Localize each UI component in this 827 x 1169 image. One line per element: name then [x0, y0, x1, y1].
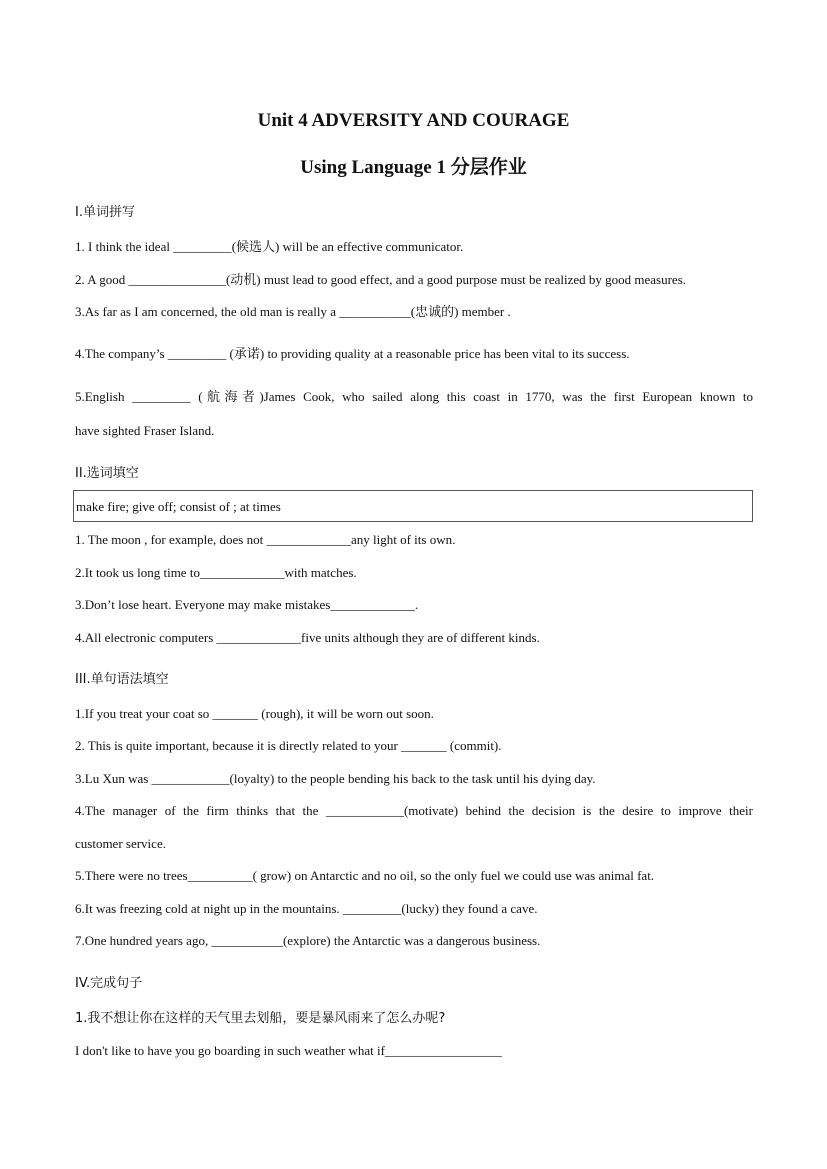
page-title: Unit 4 ADVERSITY AND COURAGE [257, 110, 570, 131]
section-2-item-1: 1. The moon , for example, does not _____________any light of its own. [75, 532, 456, 547]
section-3-item-6: 6.It was freezing cold at night up in the mountains. _________(lucky) they found a cave. [75, 901, 538, 916]
section-2-item-3: 3.Don’t lose heart. Everyone may make mistakes_____________. [75, 597, 419, 612]
section-3-heading: III.单句语法填空 [75, 672, 169, 687]
section-3-item-2: 2. This is quite important, because it is directly related to your _______ (commit). [75, 738, 502, 753]
page-subtitle: Using Language 1 分层作业 [300, 157, 527, 178]
section-4-item-1-en: I don't like to have you go boarding in such weather what if__________________ [75, 1043, 502, 1058]
word-box: make fire; give off; consist of ; at times [73, 490, 753, 522]
section-1-item-2: 2. A good _______________(动机) must lead to good effect, and a good purpose must be realized by good measures. [75, 272, 687, 287]
section-2-item-2: 2.It took us long time to_____________with matches. [75, 565, 357, 580]
section-3-item-3: 3.Lu Xun was ____________(loyalty) to the people bending his back to the task until his dying day. [75, 771, 596, 786]
section-2-item-4: 4.All electronic computers _____________five units although they are of different kinds. [75, 630, 540, 645]
section-4-heading: IV.完成句子 [75, 976, 143, 991]
section-1-heading: I.单词拼写 [75, 205, 135, 220]
section-1-item-4: 4.The company’s _________ (承诺) to providing quality at a reasonable price has been vital to its success. [75, 346, 630, 361]
section-1-item-5-cont: have sighted Fraser Island. [75, 423, 215, 438]
section-1-item-5: 5.English _________ (航海者)James Cook, who sailed along this coast in 1770, was the first European known to [75, 389, 753, 404]
section-3-item-7: 7.One hundred years ago, ___________(explore) the Antarctic was a dangerous business. [75, 933, 541, 948]
section-2-heading: II.选词填空 [75, 466, 139, 481]
section-4-item-1-cn: 1.我不想让你在这样的天气里去划船，要是暴风雨来了怎么办呢? [75, 1011, 446, 1026]
section-1-item-3: 3.As far as I am concerned, the old man is really a ___________(忠诚的) member . [75, 304, 511, 319]
section-3-item-4-cont: customer service. [75, 836, 166, 851]
section-3-item-1: 1.If you treat your coat so _______ (rough), it will be worn out soon. [75, 706, 434, 721]
section-1-item-1: 1. I think the ideal _________(候选人) will be an effective communicator. [75, 239, 464, 254]
section-3-item-5: 5.There were no trees__________( grow) on Antarctic and no oil, so the only fuel we could use was animal fat. [75, 868, 655, 883]
section-3-item-4: 4.The manager of the firm thinks that the ____________(motivate) behind the decision is the desire to improve their [75, 803, 753, 818]
